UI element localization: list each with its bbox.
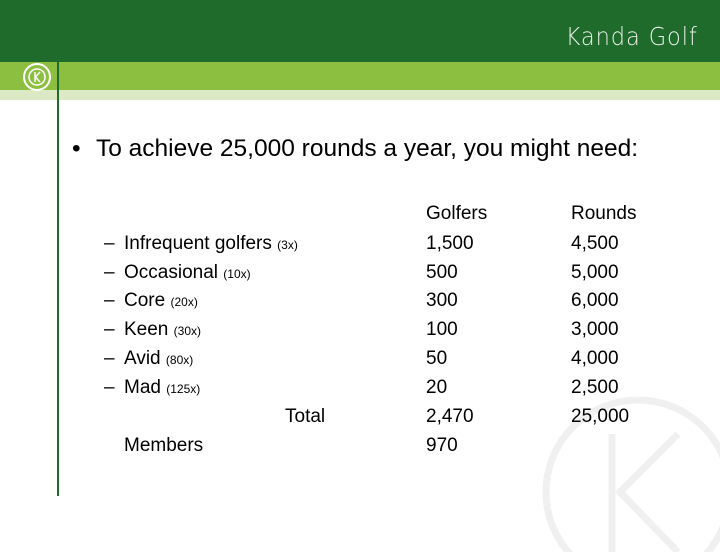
table-row	[0, 377, 720, 405]
row-label	[124, 348, 193, 370]
row-dash: –	[104, 377, 115, 398]
members-golfers: 970	[426, 435, 458, 456]
total-golfers: 2,470	[426, 406, 474, 427]
accent-stripe-light	[0, 90, 720, 100]
table-row	[0, 348, 720, 376]
row-golfers: 20	[426, 377, 448, 398]
row-golfers: 500	[426, 262, 458, 283]
row-label-text: Occasional	[124, 262, 218, 283]
row-label	[124, 233, 298, 255]
row-multiplier: (80x)	[165, 353, 194, 367]
total-label: Total	[285, 406, 326, 427]
row-dash: –	[104, 348, 115, 369]
row-dash: –	[104, 319, 115, 340]
row-label	[124, 319, 201, 341]
table-row	[0, 233, 720, 261]
table-row	[0, 319, 720, 347]
column-header-rounds: Rounds	[571, 203, 637, 224]
table-row	[0, 290, 720, 318]
row-rounds: 2,500	[571, 377, 619, 398]
row-rounds: 6,000	[571, 290, 619, 311]
row-multiplier: (30x)	[173, 324, 201, 338]
row-label	[124, 290, 198, 312]
row-golfers: 100	[426, 319, 458, 340]
row-golfers: 50	[426, 348, 448, 369]
row-multiplier: (125x)	[166, 382, 201, 396]
row-label	[124, 262, 251, 284]
k-logo-icon	[23, 63, 51, 91]
row-rounds: 5,000	[571, 262, 619, 283]
row-rounds: 3,000	[571, 319, 619, 340]
bullet-text: To achieve 25,000 rounds a year, you might need:	[96, 135, 639, 162]
row-label-text: Keen	[124, 319, 169, 340]
row-label-text: Mad	[124, 377, 161, 398]
header-bar	[0, 0, 720, 62]
row-dash: –	[104, 262, 115, 283]
row-label-text: Core	[124, 290, 166, 311]
row-multiplier: (10x)	[223, 267, 251, 281]
total-rounds: 25,000	[571, 406, 630, 427]
members-label: Members	[124, 435, 204, 456]
row-multiplier: (20x)	[170, 295, 198, 309]
row-label-text: Infrequent golfers	[124, 233, 272, 254]
bullet-marker: •	[72, 135, 81, 162]
row-dash: –	[104, 233, 115, 254]
row-rounds: 4,500	[571, 233, 619, 254]
row-label-text: Avid	[124, 348, 161, 369]
row-golfers: 300	[426, 290, 458, 311]
brand-logo-text: Kanda Golf	[565, 22, 698, 51]
accent-stripe	[0, 62, 720, 90]
row-label	[124, 377, 200, 399]
members-row	[0, 435, 720, 463]
table-row	[0, 262, 720, 290]
row-dash: –	[104, 290, 115, 311]
row-rounds: 4,000	[571, 348, 619, 369]
total-row	[0, 406, 720, 434]
row-multiplier: (3x)	[277, 238, 298, 252]
column-header-golfers: Golfers	[426, 203, 488, 224]
row-golfers: 1,500	[426, 233, 474, 254]
